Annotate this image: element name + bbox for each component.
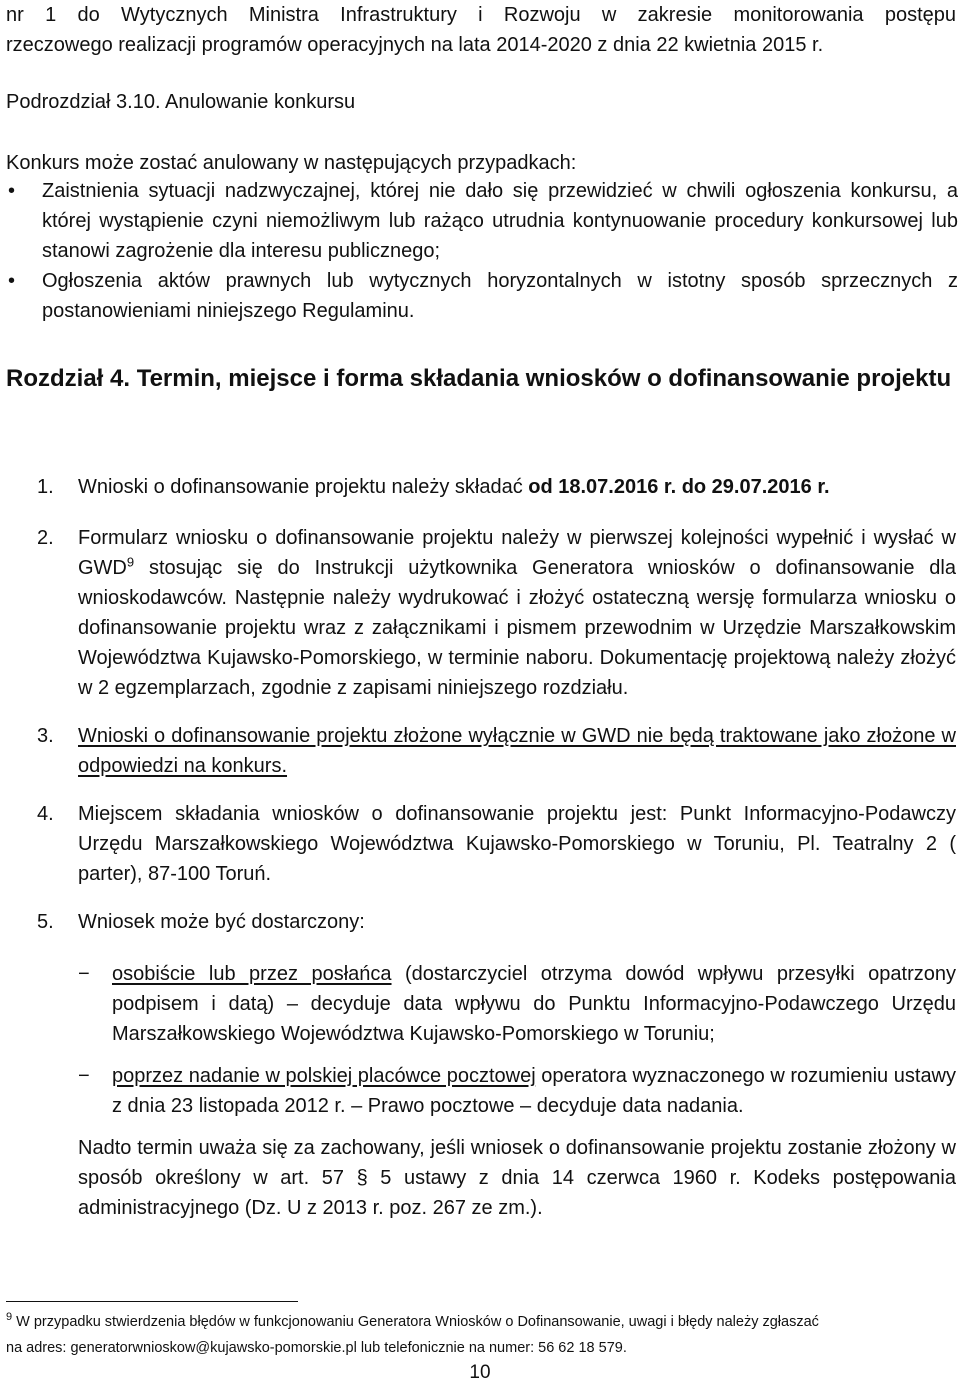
item-text (112, 1061, 956, 1121)
item-number: 2. (37, 527, 54, 549)
bullet-text: Zaistnienia sytuacji nadzwyczajnej, której nie dało się przewidzieć w chwili ogłoszenia konkursu, a której wystąpienie czyni niemożliwym lub rażąco utrudnia kontynuowanie procedury konkursowej lub stanowi zagrożenie dla interesu publicznego; (42, 180, 958, 262)
bullet-text: Ogłoszenia aktów prawnych lub wytycznych horyzontalnych w istotny sposób sprzecznych z postanowieniami niniejszego Regulaminu. (42, 270, 958, 322)
list-item (6, 523, 956, 703)
item-number: 5. (37, 911, 54, 933)
list-item (6, 721, 956, 781)
list-item (6, 907, 956, 937)
delivery-detail: operatora wyznaczonego w rozumieniu ustawy z dnia 23 listopada 2012 r. – Prawo pocztowe – decyduje data nadania. (112, 1065, 957, 1117)
footnote-line-2: na adres: generatorwnioskow@kujawsko-pomorskie.pl lub telefonicznie na numer: 56 62 18 579. (6, 1340, 627, 1356)
footnote-ref: 9 (126, 554, 135, 570)
subsection-heading: Podrozdział 3.10. Anulowanie konkursu (6, 91, 356, 113)
list-item (6, 176, 958, 266)
list-item (6, 959, 956, 1049)
item-text (112, 959, 956, 1049)
item-text (78, 523, 956, 703)
item-number: 1. (37, 476, 54, 498)
list-item (6, 266, 958, 326)
footnote-divider (6, 1301, 298, 1302)
bullet-icon: • (8, 270, 16, 292)
dash-marker: − (78, 963, 90, 985)
item-text (78, 472, 956, 502)
intro-line-2: rzeczowego realizacji programów operacyjnych na lata 2014-2020 z dnia 22 kwietnia 2015 r. (6, 34, 824, 56)
item-text: Miejscem składania wniosków o dofinansowanie projektu jest: Punkt Informacyjno-Podawczy Urzędu Marszałkowskiego Województwa Kujawsko-Pomorskiego w Toruniu, Pl. Teatralny 2 ( parter), 87-100 Toruń. (78, 803, 956, 885)
list-item (6, 1061, 956, 1121)
item-1-text: Wnioski o dofinansowanie projektu należy składać (78, 476, 529, 498)
item-text: Wniosek może być dostarczony: (78, 911, 365, 933)
item-number: 4. (37, 803, 54, 825)
item-2-text-b: stosując się do Instrukcji użytkownika Generatora wniosków o dofinansowanie dla wnioskodawców. Następnie należy wydrukować i złożyć ostateczną wersję formularza wniosku o dofinansowanie projektu wraz z załącznikami i pismem przewodnim w Urzędzie Marszałkowskim Województwa Kujawsko-Pomorskiego, w terminie naboru. Dokumentację projektową należy złożyć w 2 egzemplarzach, zgodnie z zapisami niniejszego rozdziału. (78, 557, 956, 699)
delivery-detail: (dostarczyciel otrzyma dowód wpływu przesyłki opatrzony podpisem i datą) – decyduje data wpływu do Punktu Informacyjno-Podawczego Urzędu Marszałkowskiego Województwa Kujawsko-Pomorskiego w Toruniu; (112, 963, 956, 1045)
list-item (6, 799, 956, 889)
chapter-heading: Rozdział 4. Termin, miejsce i forma składania wniosków o dofinansowanie projektu (6, 365, 952, 392)
footnote (6, 1309, 956, 1361)
numbered-list (6, 472, 956, 1223)
footnote-line-1: W przypadku stwierdzenia błędów w funkcjonowaniu Generatora Wniosków o Dofinansowanie, uwagi i błędy należy zgłaszać (12, 1314, 819, 1330)
footnote-mark: 9 (6, 1311, 13, 1324)
bullet-icon: • (8, 180, 16, 202)
delivery-method-personal: osobiście lub przez posłańca (112, 963, 392, 985)
closing-paragraph-wrap (6, 1133, 956, 1223)
list-item (6, 472, 956, 502)
cancel-bullet-list (6, 176, 958, 326)
item-2-text-a: Formularz wniosku o dofinansowanie projektu należy w pierwszej kolejności wypełnić i wysłać w GWD (78, 527, 956, 579)
item-text: Wnioski o dofinansowanie projektu złożone wyłącznie w GWD nie będą traktowane jako złożone w odpowiedzi na konkurs. (78, 725, 956, 777)
cancel-intro: Konkurs może zostać anulowany w następujących przypadkach: (6, 152, 577, 174)
item-number: 3. (37, 725, 54, 747)
intro-line-1: nr 1 do Wytycznych Ministra Infrastruktury i Rozwoju w zakresie monitorowania postępu (6, 4, 956, 26)
dash-marker: − (78, 1065, 90, 1087)
delivery-method-post: poprzez nadanie w polskiej placówce pocztowej (112, 1065, 536, 1087)
page-number: 10 (469, 1362, 491, 1383)
closing-paragraph: Nadto termin uważa się za zachowany, jeśli wniosek o dofinansowanie projektu zostanie złożony w sposób określony w art. 57 § 5 ustawy z dnia 14 czerwca 1960 r. Kodeks postępowania administracyjnego (Dz. U z 2013 r. poz. 267 ze zm.). (78, 1137, 956, 1219)
deadline-dates: od 18.07.2016 r. do 29.07.2016 r. (528, 476, 830, 498)
